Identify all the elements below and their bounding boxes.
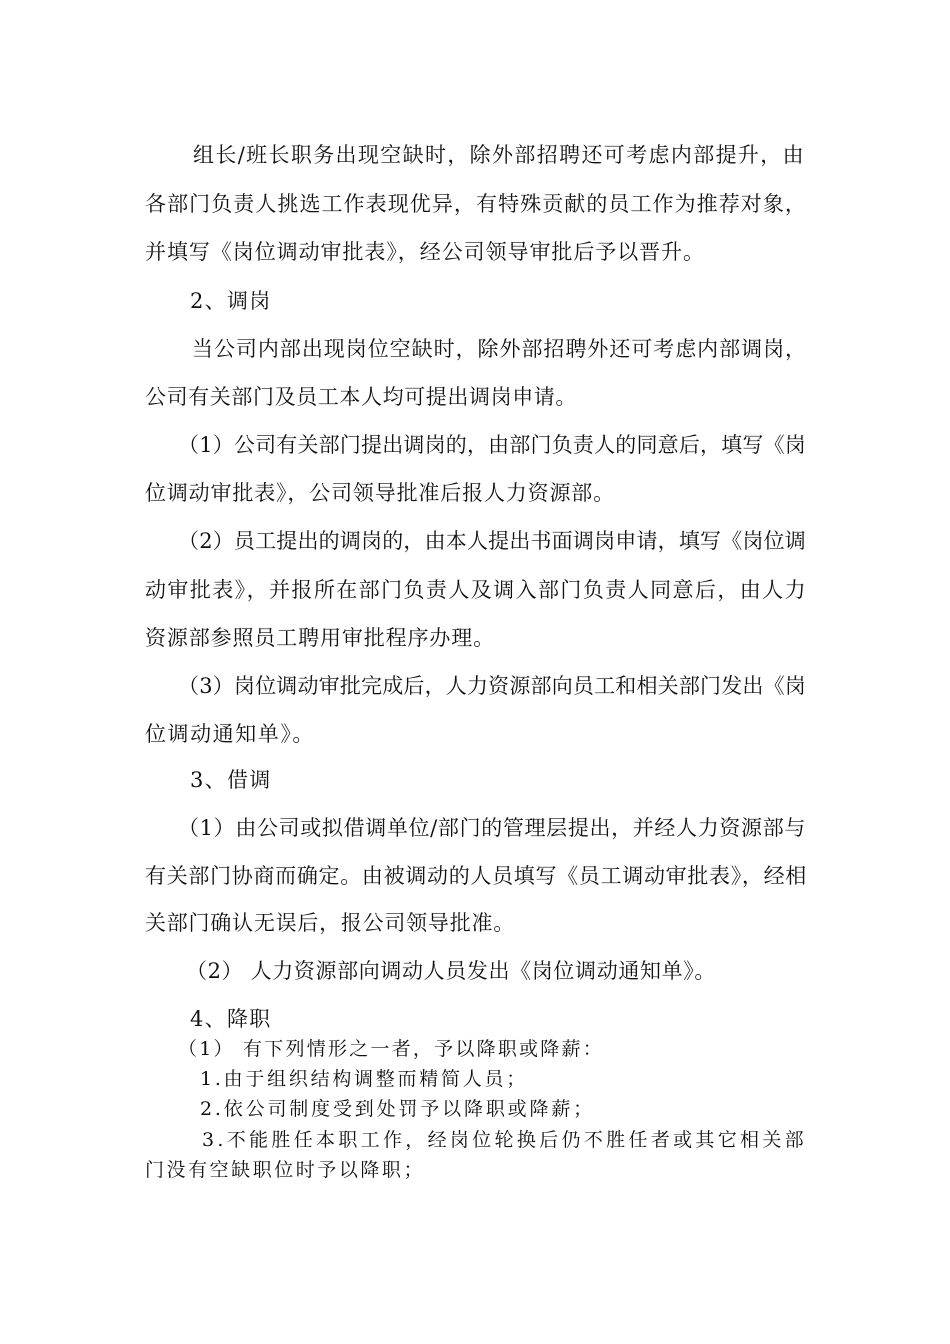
section-heading: 2、调岗 [190, 289, 272, 313]
paragraph-line: （1）由公司或拟借调单位/部门的管理层提出，并经人力资源部与 [178, 816, 806, 840]
paragraph-line: 位调动通知单》。 [145, 722, 315, 746]
paragraph-line: 位调动审批表》，公司领导批准后报人力资源部。 [145, 481, 615, 505]
paragraph-line: 当公司内部出现岗位空缺时，除外部招聘外还可考虑内部调岗， [192, 337, 807, 361]
paragraph-line: （2） 人力资源部向调动人员发出《岗位调动通知单》。 [186, 959, 716, 983]
paragraph-line: 组长/班长职务出现空缺时，除外部招聘还可考虑内部提升，由 [193, 143, 805, 167]
paragraph-line: 并填写《岗位调动审批表》，经公司领导审批后予以晋升。 [145, 240, 705, 264]
paragraph-line: （1）公司有关部门提出调岗的，由部门负责人的同意后，填写《岗 [178, 433, 806, 457]
paragraph-line: 资源部参照员工聘用审批程序办理。 [145, 626, 495, 650]
section-heading: 3、借调 [190, 768, 272, 792]
paragraph-line: 有关部门协商而确定。由被调动的人员填写《员工调动审批表》，经相 [145, 864, 807, 888]
list-item: 2.依公司制度受到处罚予以降职或降薪； [200, 1098, 595, 1120]
paragraph-line: （1） 有下列情形之一者，予以降职或降薪： [178, 1038, 604, 1060]
list-item: 门没有空缺职位时予以降职； [145, 1159, 425, 1181]
section-heading: 4、降职 [190, 1007, 272, 1031]
list-item: 3.不能胜任本职工作，经岗位轮换后仍不胜任者或其它相关部 [202, 1129, 807, 1151]
paragraph-line: 各部门负责人挑选工作表现优异，有特殊贡献的员工作为推荐对象， [145, 192, 807, 216]
paragraph-line: （3）岗位调动审批完成后，人力资源部向员工和相关部门发出《岗 [178, 674, 806, 698]
paragraph-line: 关部门确认无误后，报公司领导批准。 [145, 911, 515, 935]
paragraph-line: 动审批表》，并报所在部门负责人及调入部门负责人同意后，由人力 [145, 578, 807, 602]
paragraph-line: （2）员工提出的调岗的，由本人提出书面调岗申请，填写《岗位调 [178, 529, 806, 553]
list-item: 1.由于组织结构调整而精简人员； [200, 1068, 528, 1090]
paragraph-line: 公司有关部门及员工本人均可提出调岗申请。 [145, 385, 577, 409]
